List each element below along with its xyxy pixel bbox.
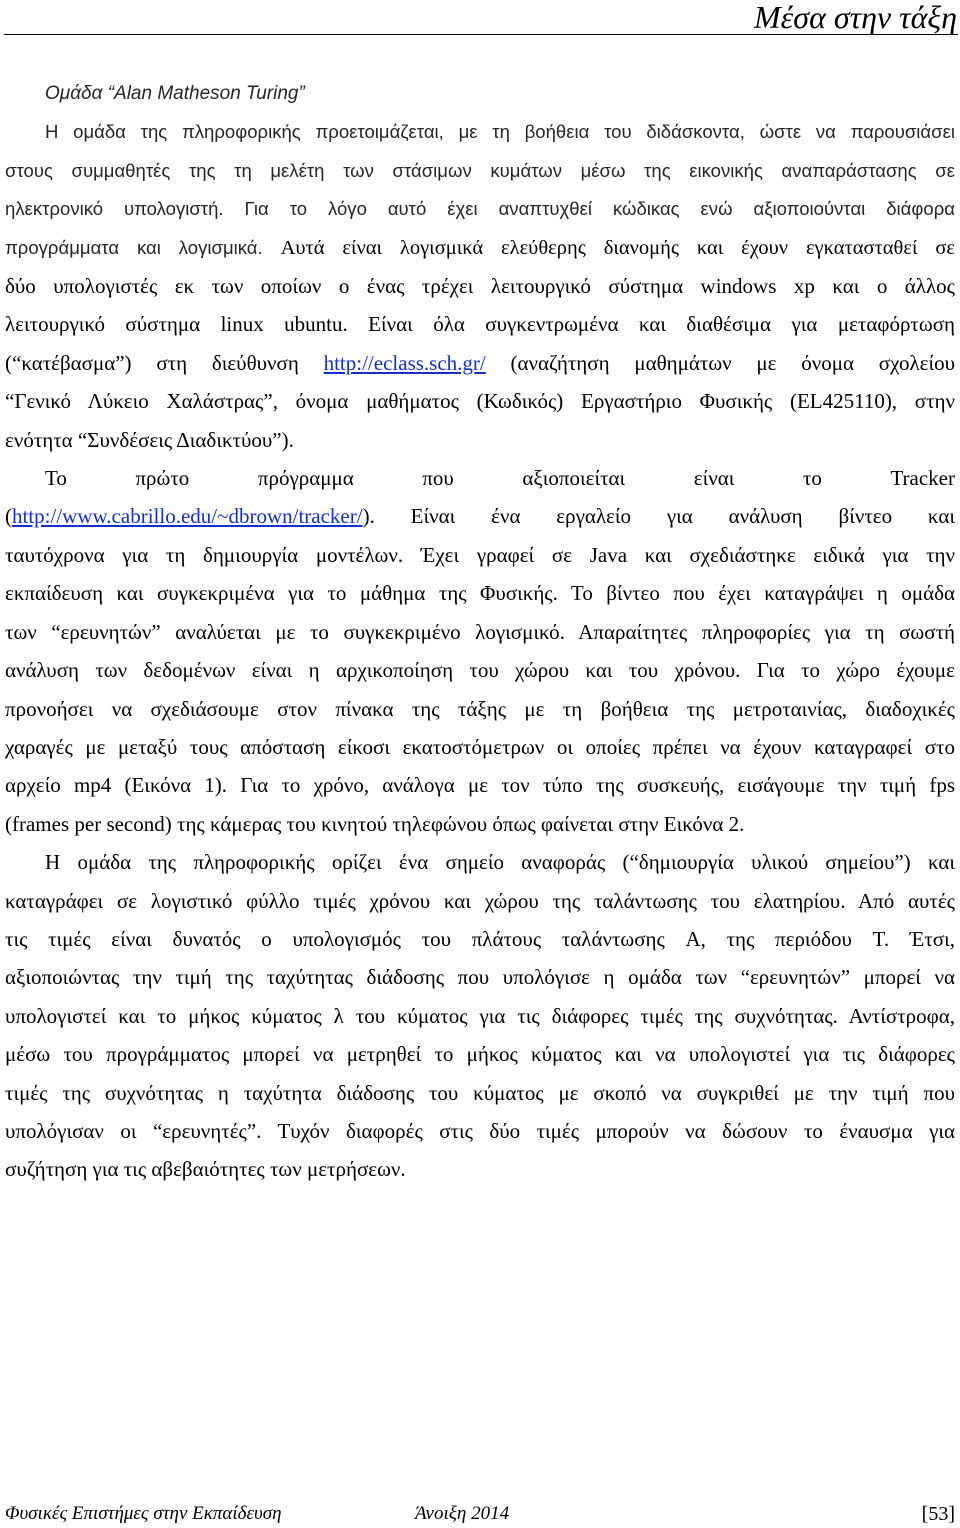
text-line xyxy=(5,113,955,151)
text-line: των “ερευνητών” αναλύεται με το συγκεκριμένο λογισμικό. Απαραίτητες πληροφορίες για τη σωστή xyxy=(5,619,955,644)
text-line: χαραγές με μεταξύ τους απόσταση είκοσι εκατοστόμετρων οι οποίες πρέπει να έχουν καταγραφεί στο xyxy=(5,734,955,759)
text-segment: ). Είναι ένα εργαλείο για ανάλυση βίντεο και xyxy=(362,504,955,529)
text-line: δύο υπολογιστές εκ των οποίων ο ένας τρέχει λειτουργικό σύστημα windows xp και ο άλλος xyxy=(5,274,955,299)
text-line xyxy=(5,229,955,267)
text-segment: (“κατέβασμα”) στη διεύθυνση xyxy=(5,350,324,375)
text-line: ενότητα “Συνδέσεις Διαδικτύου”). xyxy=(5,427,294,452)
article-body xyxy=(5,75,955,1189)
text-segment: προγράμματα και λογισμικά. xyxy=(5,236,281,258)
text-line xyxy=(5,497,955,535)
text-line: ταυτόχρονα για τη δημιουργία μοντέλων. Έχει γραφεί σε Java και σχεδιάστηκε ειδικά για την xyxy=(5,542,955,567)
header-rule xyxy=(4,34,958,35)
text-line xyxy=(5,152,955,190)
text-line: καταγράφει σε λογιστικό φύλλο τιμές χρόνου και χώρου της ταλάντωσης του ελατηρίου. Από αυτές xyxy=(5,888,955,913)
text-line: μέσω του προγράμματος μπορεί να μετρηθεί το μήκος κύματος και να υπολογιστεί για τις διάφορες xyxy=(5,1042,955,1067)
text-line xyxy=(5,190,955,228)
text-line: συζήτηση για τις αβεβαιότητες των μετρήσεων. xyxy=(5,1157,406,1182)
text-line: υπολόγισαν οι “ερευνητές”. Τυχόν διαφορές στις δύο τιμές μπορούν να δώσουν το έναυσμα για xyxy=(5,1118,955,1143)
text-segment: (αναζήτηση μαθημάτων με όνομα σχολείου xyxy=(485,350,955,375)
text-segment: στους συμμαθητές της τη μελέτη των στάσιμων κυμάτων μέσω της εικονικής αναπαράστασης σε xyxy=(5,159,955,181)
text-line: ανάλυση των δεδομένων είναι η αρχικοποίηση του χώρου και του χρόνου. Για το χώρο έχουμε xyxy=(5,658,955,683)
footer-journal-name: Φυσικές Επιστήμες στην Εκπαίδευση xyxy=(5,1503,282,1524)
text-segment: Η ομάδα της πληροφορικής προετοιμάζεται, με τη βοήθεια του διδάσκοντα, ώστε να παρουσιάσει xyxy=(45,121,955,143)
text-line: (frames per second) της κάμερας του κινητού τηλεφώνου όπως φαίνεται στην Εικόνα 2. xyxy=(5,811,745,836)
paragraph xyxy=(5,843,955,1189)
text-line: αρχείο mp4 (Εικόνα 1). Για το χρόνο, ανάλογα με τον τύπο της συσκευής, εισάγουμε την τιμή fps xyxy=(5,773,955,798)
paragraph xyxy=(5,459,955,843)
text-line: Η ομάδα της πληροφορικής ορίζει ένα σημείο αναφοράς (“δημιουργία υλικού σημείου”) και xyxy=(45,850,955,875)
text-line: τις τιμές είναι δυνατός ο υπολογισμός του πλάτους ταλάντωσης A, της περιόδου T. Έτσι, xyxy=(5,926,955,951)
text-segment: ( xyxy=(5,504,12,529)
text-segment: Αυτά είναι λογισμικά ελεύθερης διανομής και έχουν εγκατασταθεί σε xyxy=(280,236,955,259)
text-line: υπολογιστεί και το μήκος κύματος λ του κύματος για τις διάφορες τιμές της συχνότητας. Αντίστροφα, xyxy=(5,1003,955,1028)
text-line: προνοήσει να σχεδιάσουμε στον πίνακα της τάξης με τη βοήθεια της μετροταινίας, διαδοχικές xyxy=(5,696,955,721)
text-line: τιμές της συχνότητας η ταχύτητα διάδοσης του κύματος με σκοπό να συγκριθεί με την τιμή που xyxy=(5,1080,955,1105)
text-line: αξιοποιώντας την τιμή της ταχύτητας διάδοσης που υπολόγισε η ομάδα των “ερευνητών” μπορεί να xyxy=(5,965,955,990)
page-number: [53] xyxy=(921,1503,955,1525)
text-line: εκπαίδευση και συγκεκριμένα για το μάθημα της Φυσικής. Το βίντεο που έχει καταγράψει η ομάδα xyxy=(5,581,955,606)
text-line: λειτουργικό σύστημα linux ubuntu. Είναι όλα συγκεντρωμένα και διαθέσιμα για μεταφόρτωση xyxy=(5,312,955,337)
eclass-link[interactable]: http://eclass.sch.gr/ xyxy=(323,350,486,375)
text-line xyxy=(5,344,955,382)
paragraph xyxy=(5,113,955,459)
text-line: Το πρώτο πρόγραμμα που αξιοποιείται είναι το Tracker xyxy=(45,466,955,491)
text-line: “Γενικό Λύκειο Χαλάστρας”, όνομα μαθήματος (Κωδικός) Εργαστήριο Φυσικής (EL425110), στην xyxy=(5,389,955,414)
text-segment: ηλεκτρονικό υπολογιστή. Για το λόγο αυτό έχει αναπτυχθεί κώδικας ενώ αξιοποιούνται διάφορα xyxy=(5,198,955,220)
group-title: Ομάδα “Alan Matheson Turing” xyxy=(45,83,305,104)
tracker-link[interactable]: http://www.cabrillo.edu/~dbrown/tracker/ xyxy=(12,504,363,529)
footer-season: Άνοιξη 2014 xyxy=(415,1503,510,1524)
section-title: Μέσα στην τάξη xyxy=(754,0,957,35)
